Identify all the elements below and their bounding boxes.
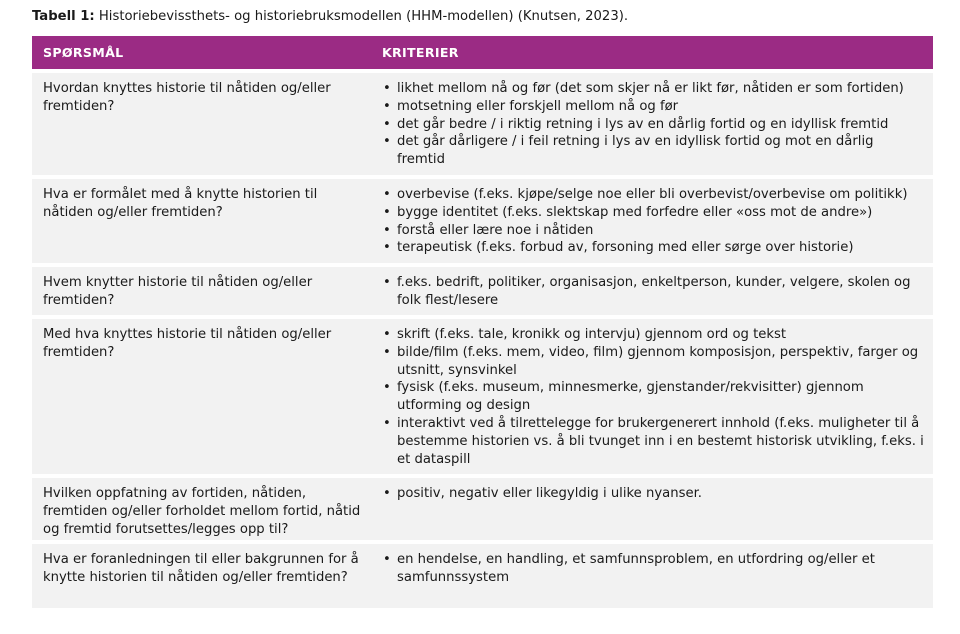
criteria-item: • overbevise (f.eks. kjøpe/selge noe eller bli overbevist/overbevise om politikk): [382, 186, 925, 204]
table-row: [32, 267, 933, 315]
criteria-item: • terapeutisk (f.eks. forbud av, forsoning med eller sørge over historie): [382, 239, 925, 257]
question-cell: Med hva knyttes historie til nåtiden og/eller fremtiden?: [43, 327, 332, 360]
table-row: [32, 319, 933, 474]
table-row: [32, 179, 933, 263]
criteria-cell: [373, 326, 933, 474]
criteria-item: • fysisk (f.eks. museum, minnesmerke, gjenstander/rekvisitter) gjennom utforming og design: [382, 379, 925, 415]
criteria-item: • bygge identitet (f.eks. slektskap med forfedre eller «oss mot de andre»): [382, 204, 925, 222]
hhm-table: [32, 36, 933, 608]
question-cell: Hvordan knyttes historie til nåtiden og/eller fremtiden?: [43, 81, 331, 114]
table-header: [32, 36, 933, 69]
criteria-item: • motsetning eller forskjell mellom nå og før: [382, 98, 925, 116]
criteria-item: • det går bedre / i riktig retning i lys av en dårlig fortid og en idyllisk fremtid: [382, 116, 925, 134]
criteria-cell: [373, 186, 933, 263]
criteria-cell: [373, 551, 933, 608]
criteria-item: • f.eks. bedrift, politiker, organisasjon, enkeltperson, kunder, velgere, skolen og folk flest/lesere: [382, 274, 925, 310]
criteria-cell: [373, 274, 933, 315]
caption-lead: Tabell 1:: [32, 9, 95, 24]
criteria-item: • skrift (f.eks. tale, kronikk og intervju) gjennom ord og tekst: [382, 326, 925, 344]
question-cell: Hva er formålet med å knytte historien til nåtiden og/eller fremtiden?: [43, 187, 318, 220]
criteria-item: • interaktivt ved å tilrettelegge for brukergenerert innhold (f.eks. muligheter til å bestemme historien vs. å bli tvunget inn i en bestemt historisk utvikling, f.eks. i et dataspill: [382, 415, 925, 468]
header-col-questions: SPØRSMÅL: [43, 45, 124, 60]
caption-text: Historiebevissthets- og historiebruksmodellen (HHM-modellen) (Knutsen, 2023).: [94, 9, 629, 24]
question-cell: Hvilken oppfatning av fortiden, nåtiden, fremtiden og/eller forholdet mellom fortid, nåtid og fremtid forutsettes/legges opp til?: [43, 486, 361, 537]
header-col-criteria: KRITERIER: [382, 45, 459, 60]
criteria-cell: [373, 485, 933, 540]
question-cell: Hvem knytter historie til nåtiden og/eller fremtiden?: [43, 275, 313, 308]
criteria-item: • positiv, negativ eller likegyldig i ulike nyanser.: [382, 485, 925, 503]
criteria-item: • det går dårligere / i feil retning i lys av en idyllisk fortid og mot en dårlig fremtid: [382, 133, 925, 169]
table-row: [32, 73, 933, 175]
criteria-item: • likhet mellom nå og før (det som skjer nå er likt før, nåtiden er som fortiden): [382, 80, 925, 98]
table-caption: [32, 6, 628, 28]
criteria-item: • bilde/film (f.eks. mem, video, film) gjennom komposisjon, perspektiv, farger og utsnitt, synsvinkel: [382, 344, 925, 380]
criteria-cell: [373, 80, 933, 175]
table-row: [32, 478, 933, 540]
table-row: [32, 544, 933, 608]
criteria-item: • forstå eller lære noe i nåtiden: [382, 222, 925, 240]
criteria-item: • en hendelse, en handling, et samfunnsproblem, en utfordring og/eller et samfunnssystem: [382, 551, 925, 587]
question-cell: Hva er foranledningen til eller bakgrunnen for å knytte historien til nåtiden og/eller fremtiden?: [43, 552, 359, 585]
